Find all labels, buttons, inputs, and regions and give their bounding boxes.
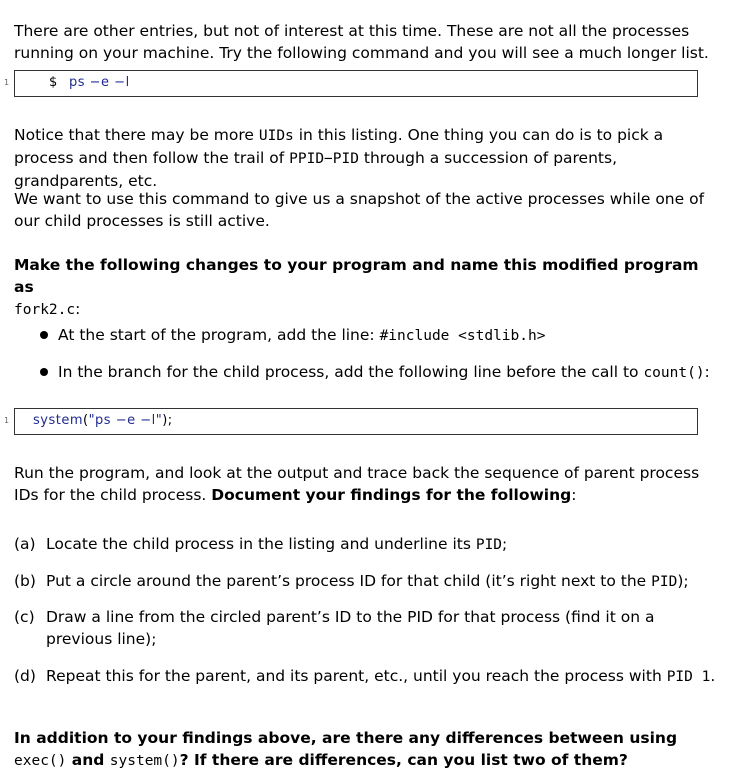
bullet-item-include [58,324,718,347]
bullet-icon [40,331,48,339]
step-text: Repeat this for the parent, and its parent, etc., until you reach the process with [46,667,667,685]
code-string: "ps −e −l" [88,413,163,428]
step-text: Put a circle around the parent’s process ID for that child (it’s right next to the [46,572,652,590]
notice-text-1: Notice that there may be more [14,126,259,144]
bullet-post: : [704,363,710,381]
filename-code: fork2.c [14,302,76,318]
bullet-text: In the branch for the child process, add the following line before the call to [58,363,644,381]
step-code: PID 1 [666,669,711,685]
code-block-system [4,408,698,435]
code-paren-close: ); [162,413,173,428]
step-label: (a) [14,535,36,553]
make-changes-heading [14,254,714,321]
step-text: Draw a line from the circled parent’s ID to the PID for that process (find it on a previous line); [46,608,655,648]
code-func [33,412,173,430]
intro-text: There are other entries, but not of interest at this time. These are not all the processes running on your machine. Try the following command and you will see a much longer list. [14,22,709,62]
final-text-2: and [66,751,110,769]
line-number: 1 [4,416,10,425]
run-paragraph [14,462,714,506]
make-changes-bold: Make the following changes to your program and name this modified program as [14,256,699,296]
code-block-ps [4,70,698,97]
step-code: PID [651,574,678,590]
snapshot-paragraph: We want to use this command to give us a snapshot of the active processes while one of our child processes is still active. [14,190,705,230]
line-number: 1 [4,78,10,87]
step-post: ; [502,535,508,553]
step-code: PID [475,537,503,553]
make-changes-colon: : [75,300,81,318]
final-code-system: system() [109,753,180,769]
step-post: . [710,667,716,685]
intro-paragraph [14,20,714,64]
run-text: Run the program, and look at the output and trace back the sequence of parent process IDs for the child process. [14,464,700,504]
shell-prompt: $ [49,75,58,90]
notice-text-2: in this listing. One thing you can do is to pick a process and then follow the trail of [14,126,664,167]
step-a [46,533,716,556]
code-paren-open: ( [83,413,89,428]
bullet-code: count() [643,365,705,381]
notice-paragraph [14,124,714,192]
run-bold: Document your findings for the following [211,486,572,504]
final-question [14,727,714,772]
step-text: Locate the child process in the listing and underline its [46,535,476,553]
step-label: (b) [14,572,36,590]
notice-code-ppid: PPID−PID [289,151,359,167]
notice-text-3: through a succession of parents, grandparents, etc. [14,149,617,190]
notice-code-uids: UIDs [258,128,294,144]
bullet-text: At the start of the program, add the line: [58,326,380,344]
final-text-1: In addition to your findings above, are there any differences between using [14,729,678,747]
final-code-exec: exec() [14,753,67,769]
final-text-3: ? If there are differences, can you list two of them? [179,751,628,769]
step-c [46,606,716,650]
code-func-name: system [33,413,83,428]
step-label: (d) [14,667,36,685]
bullet-code: #include <stdlib.h> [379,328,546,344]
bullet-item-system [58,361,718,384]
run-colon: : [571,486,577,504]
bullet-icon [40,368,48,376]
step-d [46,665,716,688]
step-label: (c) [14,608,35,626]
step-b [46,570,716,593]
step-post: ); [677,572,689,590]
shell-command: ps −e −l [69,75,130,90]
